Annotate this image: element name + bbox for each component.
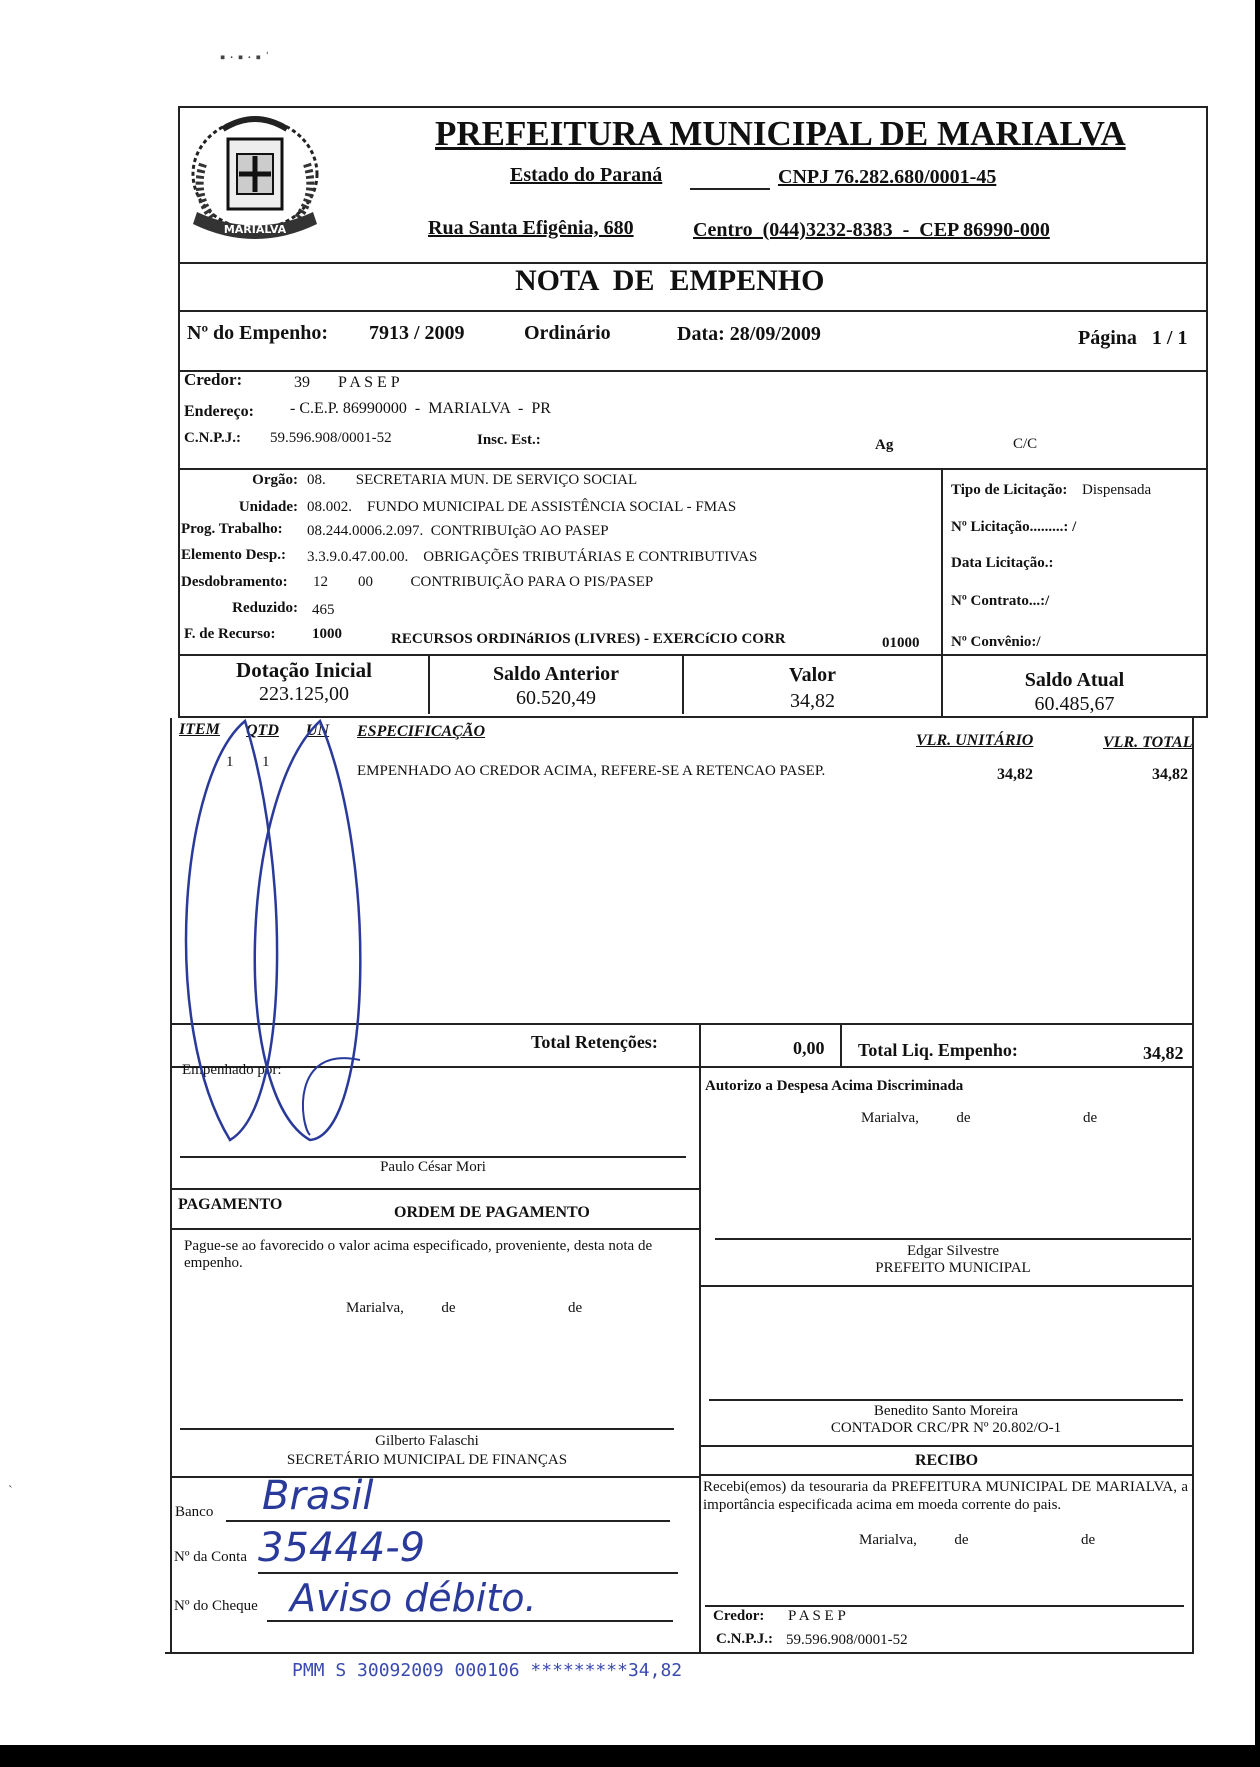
- scan-speck: ˋ: [8, 1484, 13, 1499]
- fonte-recurso-label: F. de Recurso:: [184, 626, 276, 642]
- total-retencoes-value: 0,00: [793, 1038, 825, 1058]
- saldo-anterior-label: Saldo Anterior: [492, 663, 620, 685]
- scan-specks: ▪ · ▪ · ▪ ˈ: [220, 50, 270, 66]
- recibo-cnpj-label: C.N.P.J.:: [716, 1631, 773, 1647]
- pagamento-text: Pague-se ao favorecido o valor acima especificado, proveniente, desta nota de empenho.: [184, 1238, 653, 1271]
- pagamento-label: PAGAMENTO: [178, 1196, 283, 1213]
- elemento-value: 3.3.9.0.47.00.00. OBRIGAÇÕES TRIBUTÁRIAS E CONTRIBUTIVAS: [307, 549, 758, 565]
- contador-top-line: [699, 1285, 1194, 1287]
- right-border-items: [1192, 718, 1194, 1653]
- total-liquido-label: Total Liq. Empenho:: [858, 1040, 1018, 1060]
- unidade-value: 08.002. FUNDO MUNICIPAL DE ASSISTÊNCIA SOCIAL - FMAS: [307, 499, 737, 515]
- desdobramento-value: 12 00 CONTRIBUIÇÃO PARA O PIS/PASEP: [313, 574, 654, 590]
- item-row-item: 1: [226, 754, 234, 770]
- total-retencoes-label: Total Retenções:: [531, 1032, 658, 1052]
- recibo-date: Marialva, de de: [859, 1532, 1096, 1548]
- recibo-credor-value: P A S E P: [788, 1608, 846, 1624]
- unidade-label: Unidade:: [238, 499, 298, 515]
- pagamento-top-line: [170, 1188, 700, 1190]
- fonte-recurso-fonte: 01000: [882, 635, 920, 651]
- item-row-vlr-unitario: 34,82: [997, 766, 1033, 783]
- recibo-label: RECIBO: [914, 1452, 979, 1469]
- col-header-vlr-total: VLR. TOTAL: [1103, 734, 1193, 751]
- cheque-handwritten-value: Aviso débito.: [290, 1576, 537, 1620]
- banco-line: [226, 1520, 670, 1522]
- col-header-item: ITEM: [179, 721, 220, 738]
- page-number: Página 1 / 1: [1078, 327, 1188, 349]
- credor-code: 39: [294, 374, 310, 391]
- endereco-label: Endereço:: [184, 403, 254, 420]
- banco-handwritten-value: Brasil: [262, 1473, 374, 1519]
- recibo-header-line: [699, 1474, 1194, 1476]
- prefeito-name: Edgar Silvestre: [906, 1243, 1000, 1259]
- numero-contrato: Nº Contrato...:/: [951, 593, 1050, 609]
- saldo-atual-value: 60.485,67: [1034, 693, 1115, 715]
- empenho-date: Data: 28/09/2009: [677, 323, 821, 345]
- recibo-top-line: [699, 1445, 1194, 1447]
- pagamento-header-line: [170, 1228, 700, 1230]
- contador-signature-line: [709, 1399, 1183, 1401]
- svg-text:MARIALVA: MARIALVA: [223, 223, 287, 236]
- credor-cnpj: 59.596.908/0001-52: [270, 430, 392, 446]
- numero-licitacao: Nº Licitação.........: /: [951, 519, 1077, 535]
- total-liquido-value: 34,82: [1143, 1043, 1184, 1063]
- secretario-signature-line: [180, 1428, 674, 1430]
- empenhado-por-label: Empenhado por:: [182, 1062, 282, 1078]
- prog-trabalho-label: Prog. Trabalho:: [181, 521, 283, 537]
- municipal-coat-of-arms-logo: [183, 104, 328, 254]
- dotacao-inicial-value: 223.125,00: [259, 683, 349, 705]
- document-title: NOTA DE EMPENHO: [515, 264, 825, 297]
- valor-label: Valor: [788, 664, 837, 686]
- orgao-label: Orgão:: [252, 472, 298, 488]
- handwritten-cancel-mark: [170, 715, 430, 1155]
- municipality-title: PREFEITURA MUNICIPAL DE MARIALVA: [435, 114, 1126, 153]
- saldo-atual-label: Saldo Atual: [1024, 669, 1125, 691]
- credor-endereco: - C.E.P. 86990000 - MARIALVA - PR: [290, 400, 551, 417]
- item-row-qtd: 1: [262, 754, 270, 770]
- empenho-type: Ordinário: [524, 322, 611, 344]
- state-name: Estado do Paraná: [510, 164, 663, 186]
- bottom-border-line: [165, 1652, 1194, 1654]
- credor-cnpj-label: C.N.P.J.:: [184, 430, 241, 446]
- banco-top-line: [170, 1476, 700, 1478]
- fonte-recurso-name: RECURSOS ORDINáRIOS (LIVRES) - EXERCíCIO CORR: [391, 631, 786, 647]
- cheque-line: [267, 1620, 673, 1622]
- numero-convenio: Nº Convênio:/: [951, 634, 1041, 650]
- fonte-recurso-code: 1000: [312, 626, 342, 642]
- recibo-signature-line: [705, 1605, 1184, 1607]
- col-header-vlr-unitario: VLR. UNITÁRIO: [916, 732, 1034, 749]
- credor-name: P A S E P: [338, 374, 400, 391]
- item-row-vlr-total: 34,82: [1152, 766, 1188, 783]
- col-header-un: UN: [306, 722, 330, 739]
- middle-divider: [699, 1023, 701, 1653]
- col-header-especificacao: ESPECIFICAÇÃO: [357, 723, 486, 740]
- payment-stamp: PMM S 30092009 000106 *********34,82: [292, 1660, 683, 1681]
- state-underline-gap: [690, 188, 770, 190]
- empenhado-signature-line: [180, 1156, 686, 1158]
- conta-corrente-label: C/C: [1013, 436, 1038, 452]
- street-address: Rua Santa Efigênia, 680: [428, 217, 634, 239]
- recibo-credor-label: Credor:: [713, 1608, 765, 1624]
- item-row-especificacao: EMPENHADO AO CREDOR ACIMA, REFERE-SE A RETENCAO PASEP.: [357, 763, 826, 779]
- empenhado-por-name: Paulo César Mori: [380, 1159, 486, 1175]
- prefeito-signature-line: [715, 1238, 1191, 1240]
- autorizo-date: Marialva, de de: [861, 1110, 1098, 1126]
- dotacao-inicial-label: Dotação Inicial: [236, 658, 372, 682]
- reduzido-label: Reduzido:: [232, 600, 298, 616]
- elemento-label: Elemento Desp.:: [181, 547, 286, 563]
- totals-divider: [840, 1023, 842, 1066]
- prefeito-title: PREFEITO MUNICIPAL: [875, 1260, 1031, 1276]
- pagamento-date: Marialva, de de: [346, 1300, 583, 1316]
- district-phone-cep: Centro (044)3232-8383 - CEP 86990-000: [693, 219, 1050, 241]
- secretario-name: Gilberto Falaschi: [375, 1433, 479, 1449]
- col-header-qtd: QTD: [246, 722, 279, 739]
- tipo-licitacao-value: Dispensada: [1082, 482, 1152, 498]
- recibo-cnpj-value: 59.596.908/0001-52: [786, 1632, 908, 1648]
- data-licitacao: Data Licitação.:: [951, 555, 1054, 571]
- contador-name: Benedito Santo Moreira: [873, 1403, 1019, 1419]
- empenho-number-label: Nº do Empenho:: [187, 322, 329, 344]
- tipo-licitacao-label: Tipo de Licitação:: [951, 482, 1068, 498]
- banco-label: Banco: [175, 1504, 214, 1520]
- conta-handwritten-value: 35444-9: [258, 1525, 426, 1571]
- insc-est-label: Insc. Est.:: [477, 432, 541, 448]
- saldo-anterior-value: 60.520,49: [516, 687, 596, 709]
- credor-box: [178, 370, 1208, 470]
- ordem-pagamento-label: ORDEM DE PAGAMENTO: [394, 1204, 590, 1221]
- recibo-text: Recebi(emos) da tesouraria da PREFEITURA MUNICIPAL DE MARIALVA, a importância especificada acima em moeda corrente do pais.: [703, 1479, 1188, 1513]
- conta-label: Nº da Conta: [174, 1549, 247, 1565]
- valor-value: 34,82: [790, 690, 835, 712]
- contador-title: CONTADOR CRC/PR Nº 20.802/O-1: [830, 1420, 1062, 1436]
- conta-line: [258, 1572, 678, 1574]
- autorizo-label: Autorizo a Despesa Acima Discriminada: [705, 1078, 964, 1094]
- desdobramento-label: Desdobramento:: [181, 574, 288, 590]
- secretario-title: SECRETÁRIO MUNICIPAL DE FINANÇAS: [286, 1452, 568, 1468]
- agencia-label: Ag: [875, 437, 894, 453]
- orgao-value: 08. SECRETARIA MUN. DE SERVIÇO SOCIAL: [307, 472, 638, 488]
- cnpj-header: CNPJ 76.282.680/0001-45: [778, 166, 997, 188]
- reduzido-value: 465: [312, 602, 335, 618]
- empenho-number: 7913 / 2009: [369, 322, 465, 344]
- prog-trabalho-value: 08.244.0006.2.097. CONTRIBUIçãO AO PASEP: [307, 523, 609, 539]
- cheque-label: Nº do Cheque: [174, 1598, 258, 1614]
- credor-label: Credor:: [184, 370, 243, 389]
